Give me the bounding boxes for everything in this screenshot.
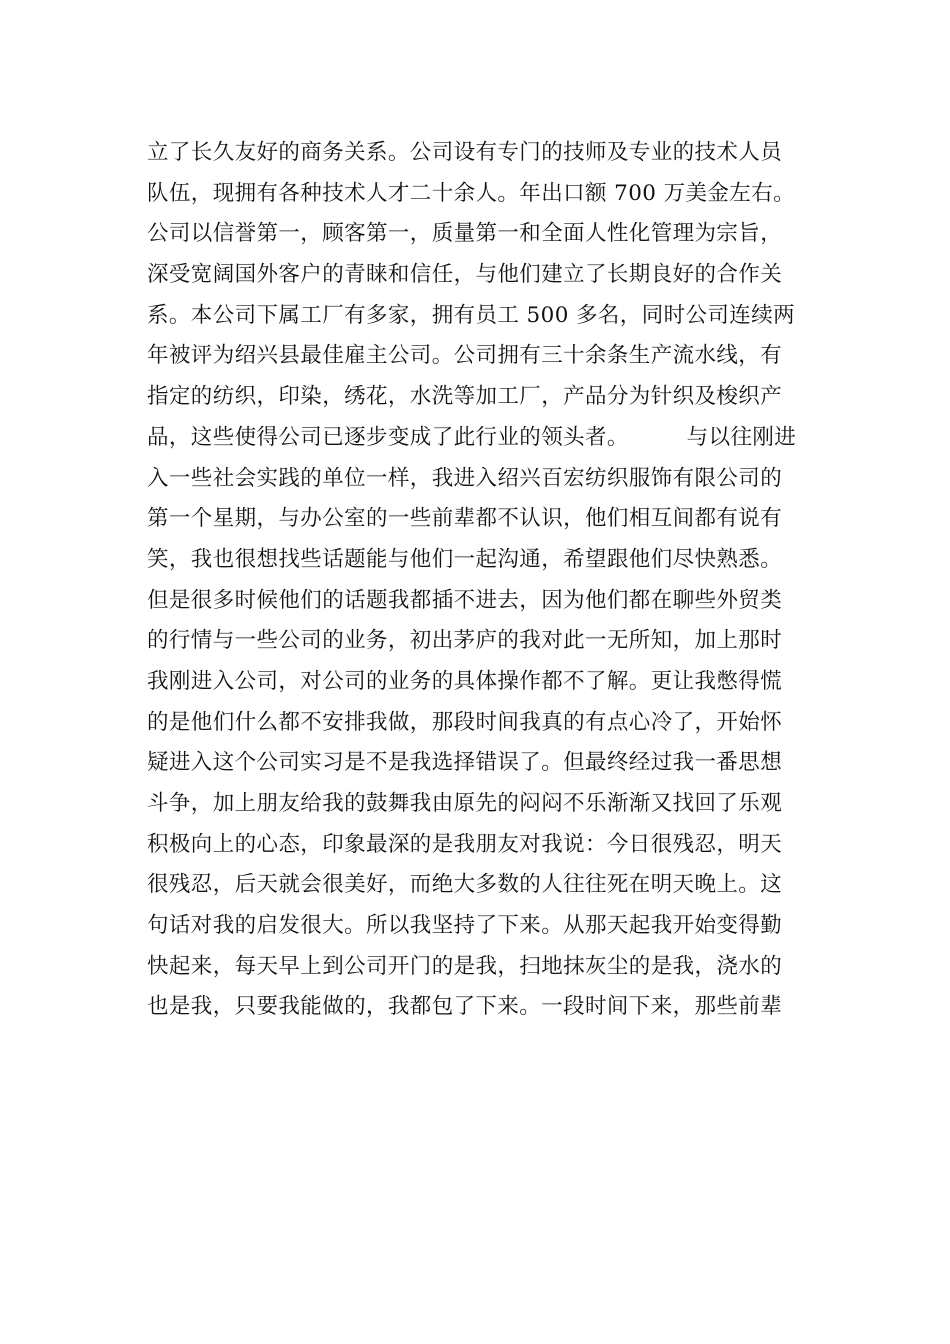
text-line: 深受宽阔国外客户的青睐和信任，与他们建立了长期良好的合作关 [147,262,783,288]
text-line: 入一些社会实践的单位一样，我进入绍兴百宏纺织服饰有限公司的 [147,465,783,491]
text-line: 立了长久友好的商务关系。公司设有专门的技师及专业的技术人员 [147,140,783,165]
text-line: 的是他们什么都不安排我做，那段时间我真的有点心冷了，开始怀 [147,709,783,735]
text-line: 疑进入这个公司实习是不是我选择错误了。但最终经过我一番思想 [147,750,783,776]
text-line: 斗争，加上朋友给我的鼓舞我由原先的闷闷不乐渐渐又找回了乐观 [147,791,783,816]
text-line: 公司以信誉第一，顾客第一，质量第一和全面人性化管理为宗旨， [147,221,783,247]
body-text [147,133,817,1028]
text-line: 积极向上的心态，印象最深的是我朋友对我说：今日很残忍，明天 [147,831,783,857]
text-line: 年被评为绍兴县最佳雇主公司。公司拥有三十余条生产流水线，有 [147,343,783,369]
text-line: 队伍，现拥有各种技术人才二十余人。年出口额 700 万美金左右。 [147,180,796,206]
text-line: 品，这些使得公司已逐步变成了此行业的领头者。 与以往刚进 [147,424,797,450]
text-line: 第一个星期，与办公室的一些前辈都不认识，他们相互间都有说有 [147,506,783,532]
text-line: 很残忍，后天就会很美好，而绝大多数的人往往死在明天晚上。这 [147,872,783,898]
text-line: 也是我，只要我能做的，我都包了下来。一段时间下来，那些前辈 [147,994,783,1020]
text-line: 指定的纺织，印染，绣花，水洗等加工厂，产品分为针织及梭织产 [147,384,783,410]
text-line: 的行情与一些公司的业务，初出茅庐的我对此一无所知，加上那时 [147,628,783,654]
text-line: 但是很多时候他们的话题我都插不进去，因为他们都在聊些外贸类 [147,587,783,613]
text-line: 我刚进入公司，对公司的业务的具体操作都不了解。更让我憋得慌 [147,668,783,694]
text-line: 句话对我的启发很大。所以我坚持了下来。从那天起我开始变得勤 [147,913,783,939]
text-line: 系。本公司下属工厂有多家，拥有员工 500 多名，同时公司连续两 [147,302,796,328]
text-line: 笑，我也很想找些话题能与他们一起沟通，希望跟他们尽快熟悉。 [147,546,783,572]
text-line: 快起来，每天早上到公司开门的是我，扫地抹灰尘的是我，浇水的 [147,953,783,979]
